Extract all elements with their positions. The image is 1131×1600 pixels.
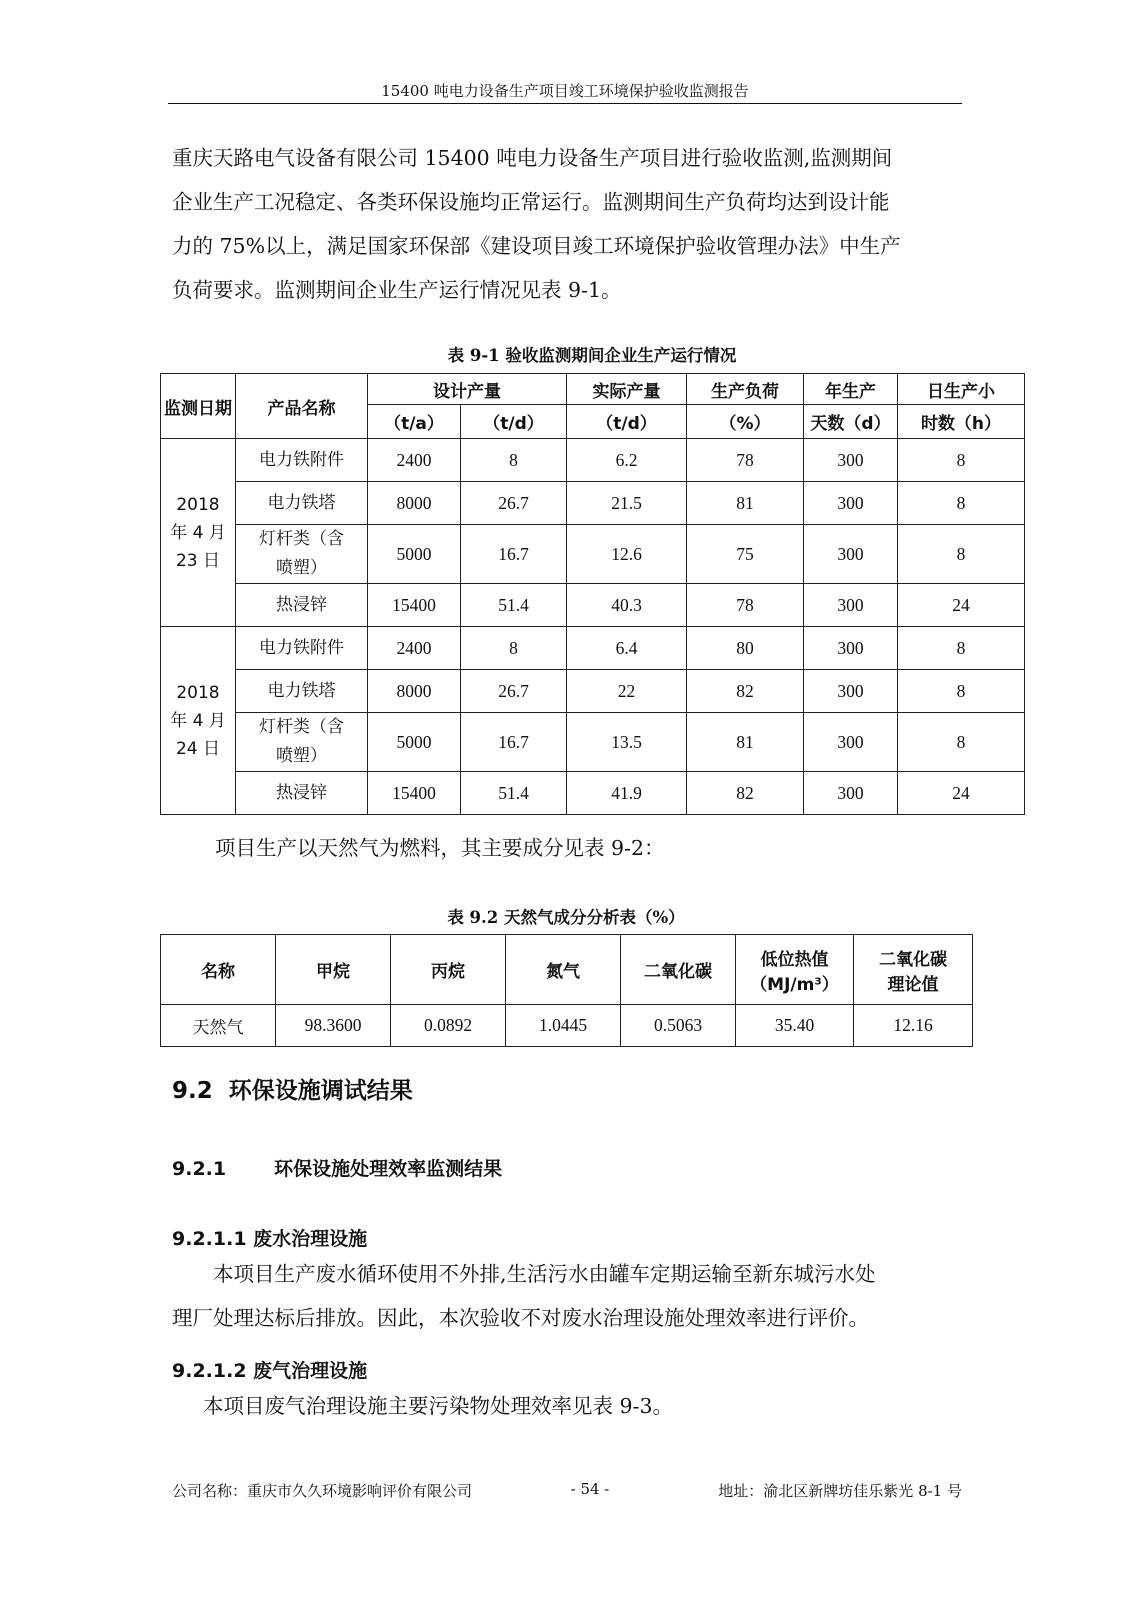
- header-design-td: （t/d）: [461, 405, 567, 439]
- header-methane: 甲烷: [276, 935, 391, 1005]
- actual-cell: 40.3: [567, 584, 687, 627]
- table-row: [161, 1005, 973, 1047]
- gas-name-cell: 天然气: [161, 1005, 276, 1047]
- load-cell: 78: [687, 439, 804, 482]
- actual-cell: 13.5: [567, 713, 687, 772]
- hours-cell: 8: [898, 439, 1025, 482]
- header-lhv-unit: （MJ/m³）: [750, 974, 839, 995]
- table1-caption: 表 9-1 验收监测期间企业生产运行情况: [447, 346, 737, 365]
- page-number: - 54 -: [570, 1480, 610, 1498]
- header-co2: 二氧化碳: [621, 935, 736, 1005]
- header-nitrogen: 氮气: [506, 935, 621, 1005]
- design-ta-cell: 8000: [368, 482, 461, 525]
- design-td-cell: 8: [461, 627, 567, 670]
- table-row: [161, 525, 1025, 584]
- actual-cell: 22: [567, 670, 687, 713]
- intro-paragraph: [172, 136, 962, 312]
- table-row: [161, 584, 1025, 627]
- date-line: 年 4 月: [170, 522, 226, 543]
- methane-cell: 98.3600: [276, 1005, 391, 1047]
- design-ta-cell: 8000: [368, 670, 461, 713]
- date-cell: [161, 627, 236, 815]
- product-cell: 热浸锌: [236, 772, 368, 815]
- design-td-cell: 51.4: [461, 772, 567, 815]
- table-row: [161, 482, 1025, 525]
- design-ta-cell: 5000: [368, 525, 461, 584]
- design-td-cell: 51.4: [461, 584, 567, 627]
- load-cell: 82: [687, 670, 804, 713]
- co2-theory-cell: 12.16: [854, 1005, 973, 1047]
- header-hours-unit: 时数（h）: [898, 405, 1025, 439]
- days-cell: 300: [804, 772, 898, 815]
- header-actual-unit: （t/d）: [567, 405, 687, 439]
- actual-cell: 6.2: [567, 439, 687, 482]
- header-propane: 丙烷: [391, 935, 506, 1005]
- propane-cell: 0.0892: [391, 1005, 506, 1047]
- hours-cell: 8: [898, 525, 1025, 584]
- wastewater-heading: 9.2.1.1 废水治理设施: [172, 1228, 368, 1250]
- header-co2-theory: [854, 935, 973, 1005]
- design-td-cell: 8: [461, 439, 567, 482]
- header-lhv-label: 低位热值: [760, 949, 829, 970]
- hours-cell: 24: [898, 772, 1025, 815]
- header-lhv: [736, 935, 854, 1005]
- subsection-title: 环保设施处理效率监测结果: [274, 1158, 503, 1180]
- date-line: 23 日: [175, 550, 221, 571]
- lhv-cell: 35.40: [736, 1005, 854, 1047]
- days-cell: 300: [804, 670, 898, 713]
- actual-cell: 21.5: [567, 482, 687, 525]
- header-actual: 实际产量: [567, 374, 687, 405]
- product-cell: 电力铁附件: [236, 439, 368, 482]
- subsection-number: 9.2.1: [172, 1158, 227, 1180]
- header-name: 名称: [161, 935, 276, 1005]
- hours-cell: 8: [898, 482, 1025, 525]
- design-td-cell: 16.7: [461, 525, 567, 584]
- product-cell: 热浸锌: [236, 584, 368, 627]
- actual-cell: 6.4: [567, 627, 687, 670]
- header-co2-theory-label: 二氧化碳: [879, 949, 947, 970]
- header-hours: 日生产小: [898, 374, 1025, 405]
- date-line: 2018: [176, 682, 220, 703]
- design-ta-cell: 15400: [368, 772, 461, 815]
- header-date: 监测日期: [161, 374, 236, 439]
- running-header: 15400 吨电力设备生产项目竣工环境保护验收监测报告: [381, 82, 749, 100]
- section-number: 9.2: [172, 1078, 213, 1104]
- load-cell: 82: [687, 772, 804, 815]
- hours-cell: 8: [898, 670, 1025, 713]
- wastewater-line: 理厂处理达标后排放。因此，本次验收不对废水治理设施处理效率进行评价。: [172, 1306, 869, 1330]
- product-cell: 灯杆类（含喷塑）: [236, 713, 368, 772]
- intro-line: 重庆天路电气设备有限公司 15400 吨电力设备生产项目进行验收监测,监测期间: [172, 146, 893, 170]
- table-row: [161, 670, 1025, 713]
- footer-company: 公司名称：重庆市久久环境影响评价有限公司: [172, 1482, 473, 1500]
- fuel-paragraph: [215, 826, 1005, 870]
- intro-line: 力的 75%以上，满足国家环保部《建设项目竣工环境保护验收管理办法》中生产: [172, 234, 901, 258]
- date-line: 24 日: [175, 738, 221, 759]
- nitrogen-cell: 1.0445: [506, 1005, 621, 1047]
- days-cell: 300: [804, 584, 898, 627]
- hours-cell: 8: [898, 713, 1025, 772]
- days-cell: 300: [804, 627, 898, 670]
- table-row: [161, 627, 1025, 670]
- design-ta-cell: 2400: [368, 439, 461, 482]
- design-td-cell: 26.7: [461, 482, 567, 525]
- co2-cell: 0.5063: [621, 1005, 736, 1047]
- header-design-ta: （t/a）: [368, 405, 461, 439]
- header-days: 年生产: [804, 374, 898, 405]
- wastewater-line: 本项目生产废水循环使用不外排,生活污水由罐车定期运输至新东城污水处: [213, 1262, 876, 1286]
- header-design: 设计产量: [368, 374, 567, 405]
- design-ta-cell: 5000: [368, 713, 461, 772]
- table2-caption: 表 9.2 天然气成分分析表（%）: [447, 908, 685, 927]
- hours-cell: 24: [898, 584, 1025, 627]
- header-days-unit: 天数（d）: [804, 405, 898, 439]
- header-co2-theory-sub: 理论值: [887, 974, 939, 995]
- days-cell: 300: [804, 439, 898, 482]
- table-row: [161, 713, 1025, 772]
- footer-address: 地址：渝北区新牌坊佳乐紫光 8-1 号: [718, 1482, 962, 1500]
- header-rule: [168, 103, 962, 104]
- days-cell: 300: [804, 713, 898, 772]
- load-cell: 81: [687, 713, 804, 772]
- fuel-line: 项目生产以天然气为燃料，其主要成分见表 9-2：: [215, 836, 665, 860]
- wastegas-line: 本项目废气治理设施主要污染物处理效率见表 9-3。: [203, 1394, 674, 1418]
- actual-cell: 41.9: [567, 772, 687, 815]
- production-table: [160, 373, 1025, 815]
- wastewater-paragraph: [172, 1252, 962, 1340]
- date-line: 年 4 月: [170, 710, 226, 731]
- days-cell: 300: [804, 525, 898, 584]
- load-cell: 80: [687, 627, 804, 670]
- section-title: 环保设施调试结果: [228, 1078, 413, 1104]
- days-cell: 300: [804, 482, 898, 525]
- intro-line: 企业生产工况稳定、各类环保设施均正常运行。监测期间生产负荷均达到设计能: [172, 190, 890, 214]
- design-ta-cell: 2400: [368, 627, 461, 670]
- table-row: [161, 439, 1025, 482]
- header-load-unit: （%）: [687, 405, 804, 439]
- design-td-cell: 26.7: [461, 670, 567, 713]
- design-td-cell: 16.7: [461, 713, 567, 772]
- wastegas-paragraph: [203, 1384, 993, 1428]
- wastegas-heading: 9.2.1.2 废气治理设施: [172, 1360, 368, 1382]
- hours-cell: 8: [898, 627, 1025, 670]
- header-load: 生产负荷: [687, 374, 804, 405]
- product-cell: 灯杆类（含喷塑）: [236, 525, 368, 584]
- date-cell: [161, 439, 236, 627]
- date-line: 2018: [176, 494, 220, 515]
- actual-cell: 12.6: [567, 525, 687, 584]
- table-row: [161, 772, 1025, 815]
- design-ta-cell: 15400: [368, 584, 461, 627]
- product-cell: 电力铁塔: [236, 482, 368, 525]
- gas-composition-table: [160, 934, 973, 1047]
- load-cell: 75: [687, 525, 804, 584]
- intro-line: 负荷要求。监测期间企业生产运行情况见表 9-1。: [172, 278, 622, 302]
- subsection-heading: [172, 1154, 502, 1181]
- load-cell: 78: [687, 584, 804, 627]
- product-cell: 电力铁附件: [236, 627, 368, 670]
- load-cell: 81: [687, 482, 804, 525]
- header-product: 产品名称: [236, 374, 368, 439]
- section-heading: [172, 1072, 413, 1105]
- product-cell: 电力铁塔: [236, 670, 368, 713]
